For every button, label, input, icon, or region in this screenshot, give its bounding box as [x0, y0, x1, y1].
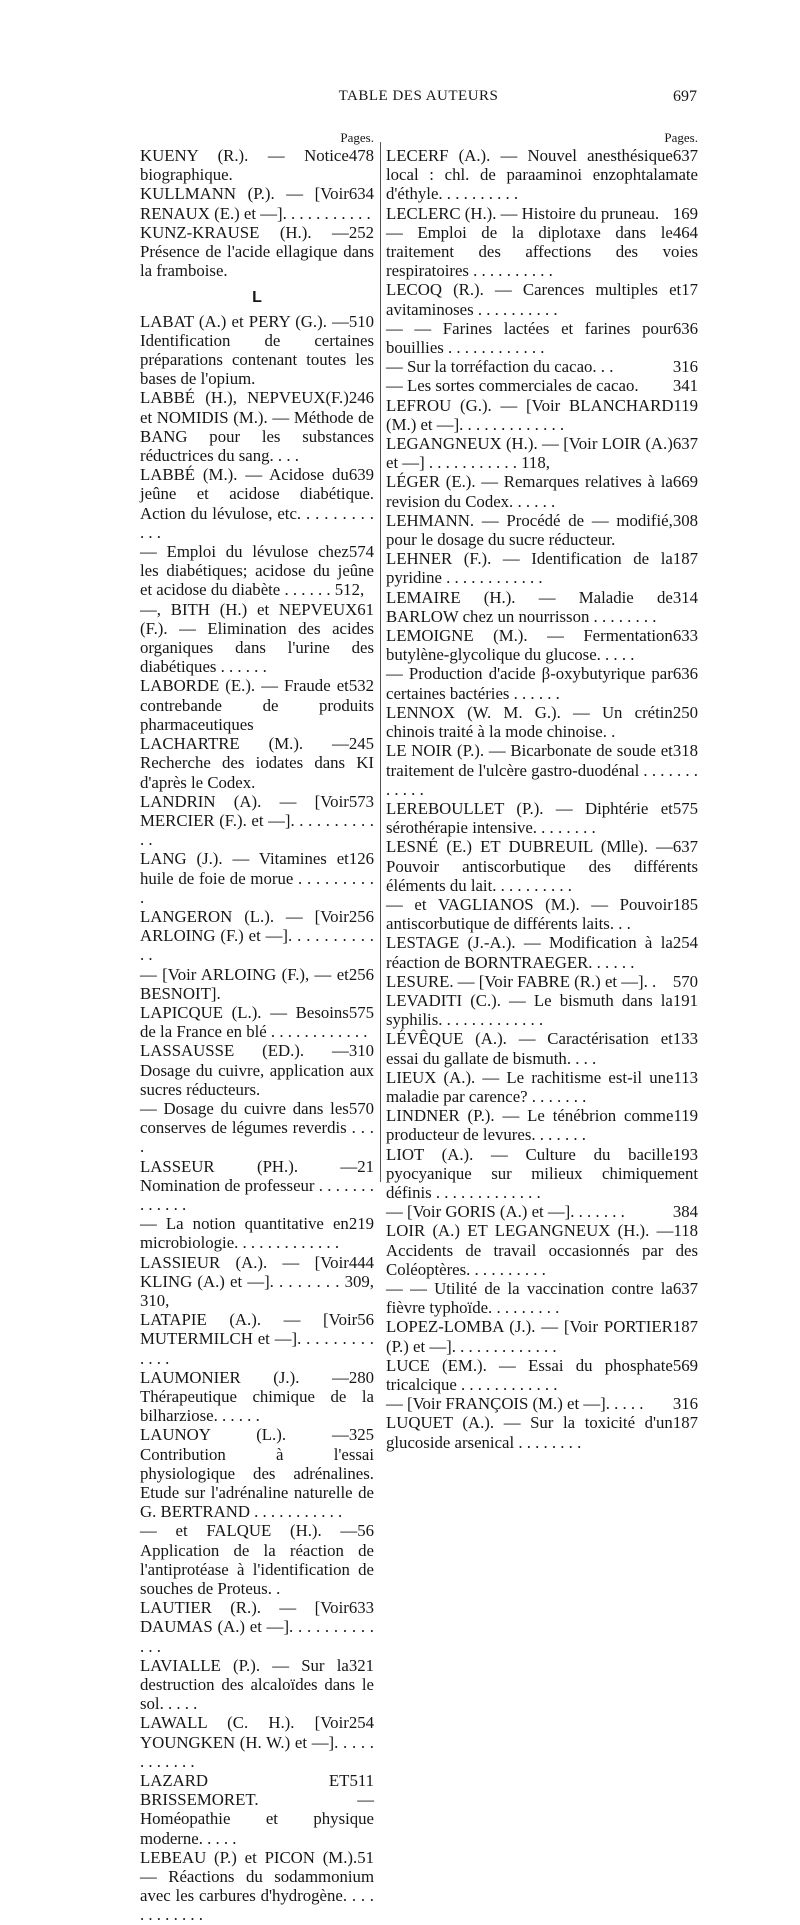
entry-text: LEFROU (G.). — [Voir BLANCHARD (M.) et —]. . . . . . . . . . . . .: [386, 395, 674, 434]
entry-text: KUENY (R.). — Notice biographique.: [140, 146, 349, 185]
entry-page: 133: [672, 1029, 698, 1049]
entry-text: —, BITH (H.) et NEPVEUX (F.). — Elimination des acides organiques dans l'urine des diabétiques . . . . . .: [140, 599, 374, 677]
entry-page: 56: [357, 1521, 374, 1541]
entry-page: 191: [672, 990, 698, 1010]
entry-text: — Dosage du cuivre dans les conserves de légumes reverdis . . . .: [140, 1098, 374, 1157]
index-entry: [140, 1310, 374, 1368]
entry-page: 254: [348, 1713, 374, 1733]
index-entry: [386, 626, 698, 664]
entry-page: 384: [672, 1202, 698, 1222]
entry-page: 126: [348, 849, 374, 869]
index-entry: [386, 1221, 698, 1279]
entry-page: 574: [348, 542, 374, 562]
entry-text: — [Voir ARLOING (F.), — et BESNOIT].: [140, 964, 349, 1003]
index-entry: [386, 799, 698, 837]
index-entry: [140, 1713, 374, 1771]
entry-page: 280: [348, 1367, 374, 1387]
index-entry: [140, 465, 374, 542]
entry-text: — Sur la torréfaction du cacao. . .: [386, 357, 614, 377]
entry-page: 636: [672, 318, 698, 338]
entry-page: 250: [672, 702, 698, 722]
left-column: [140, 130, 374, 1925]
index-entry: [140, 734, 374, 792]
index-entry: [386, 895, 698, 933]
entry-page: 61: [357, 599, 374, 619]
entry-page: 573: [348, 791, 374, 811]
entry-page: 444: [348, 1252, 374, 1272]
index-entry: [140, 849, 374, 907]
entry-text: LATAPIE (A.). — [Voir MUTERMILCH et —]. . . . . . . . . . . . .: [140, 1310, 374, 1368]
entry-text: LASSIEUR (A.). — [Voir KLING (A.) et —]. . . . . . . . 309, 310,: [140, 1252, 374, 1310]
index-entry: [140, 1425, 374, 1521]
index-entry: [386, 1068, 698, 1106]
entry-text: LEGANGNEUX (H.). — [Voir LOIR (A.) et —] . . . . . . . . . . . 118,: [386, 434, 673, 473]
entry-page: 246: [348, 388, 374, 408]
index-entry: [386, 280, 698, 318]
index-entry: [386, 1317, 698, 1355]
index-entry: [386, 664, 698, 702]
entry-page: 17: [681, 280, 698, 300]
entry-page: 119: [673, 395, 698, 415]
entry-page: 187: [672, 1413, 698, 1433]
entry-text: — Emploi de la diplotaxe dans le traitement des affections des voies respiratoires . . . . . . . . . .: [386, 222, 698, 281]
index-entry: [386, 991, 698, 1029]
entry-page: 169: [672, 203, 698, 223]
index-entry: [386, 1202, 698, 1221]
entry-text: LASSAUSSE (ED.). — Dosage du cuivre, application aux sucres réducteurs.: [140, 1041, 374, 1099]
entry-text: LUCE (EM.). — Essai du phosphate tricalcique . . . . . . . . . . . .: [386, 1355, 673, 1394]
entry-page: 464: [672, 222, 698, 242]
index-entry: [140, 1157, 374, 1215]
entry-page: 637: [672, 1278, 698, 1298]
entry-text: LEHNER (F.). — Identification de la pyridine . . . . . . . . . . . .: [386, 549, 673, 588]
index-entry: [386, 933, 698, 971]
entry-page: 185: [672, 894, 698, 914]
entry-text: — Les sortes commerciales de cacao.: [386, 376, 639, 396]
entry-text: LEMOIGNE (M.). — Fermentation butylène-glycolique du glucose. . . . .: [386, 626, 673, 665]
entry-page: 316: [672, 357, 698, 377]
index-entry: [386, 1356, 698, 1394]
entry-text: LIOT (A.). — Culture du bacille pyocyanique sur milieux chimiquement définis . . . . . . . . . . . . .: [386, 1144, 698, 1202]
entry-text: LECERF (A.). — Nouvel anesthésique local : chl. de paraaminoi enzophtalamate d'éthyle. . . . . . . . . .: [386, 146, 698, 204]
entry-page: 636: [672, 664, 698, 684]
entry-text: — et FALQUE (H.). — Application de la réaction de l'antiprotéase à l'identification de souches de Proteus. .: [140, 1521, 374, 1599]
index-entry: [386, 837, 698, 895]
entry-page: 633: [348, 1598, 374, 1618]
entry-page: 510: [348, 311, 374, 331]
pages-heading-left: Pages.: [340, 130, 374, 145]
index-entry: [140, 542, 374, 600]
entry-text: LEBEAU (P.) et PICON (M.). — Réactions du sodammonium avec les carbures d'hydrogène. . . . . . . . . . . .: [140, 1847, 374, 1925]
entry-text: LASSEUR (PH.). — Nomination de professeur . . . . . . . . . . . . .: [140, 1156, 374, 1214]
index-entry: [386, 223, 698, 281]
index-entry: [140, 312, 374, 389]
entry-page: 256: [348, 964, 374, 984]
index-entry: [140, 1253, 374, 1311]
left-entries-l: [140, 312, 374, 1925]
entry-page: 637: [672, 837, 698, 857]
index-entry: [140, 1771, 374, 1848]
entry-text: LÉVÊQUE (A.). — Caractérisation et essai du gallate de bismuth. . . .: [386, 1029, 673, 1068]
index-entry: [386, 549, 698, 587]
entry-page: 637: [672, 146, 698, 165]
entry-text: LÉGER (E.). — Remarques relatives à la revision du Codex. . . . . .: [386, 472, 673, 511]
index-entry: [386, 703, 698, 741]
index-entry: [140, 1214, 374, 1252]
right-column: [386, 130, 698, 1452]
entry-page: 634: [348, 184, 374, 204]
entry-text: LANGERON (L.). — [Voir ARLOING (F.) et —]. . . . . . . . . . . .: [140, 906, 374, 965]
index-entry: [386, 434, 698, 472]
running-title: TABLE DES AUTEURS: [338, 88, 499, 104]
index-entry: [386, 741, 698, 799]
entry-page: 575: [672, 798, 698, 818]
entry-text: LABBÉ (M.). — Acidose du jeûne et acidose diabétique. Action du lévulose, etc. . . . . . . . . . . .: [140, 465, 374, 542]
entry-text: LOIR (A.) ET LEGANGNEUX (H.). — Accidents de travail occasionnés par des Coléoptères. . . . . . . . . .: [386, 1221, 698, 1279]
index-entry: [140, 1099, 374, 1157]
entry-page: 254: [672, 933, 698, 953]
index-entry: [140, 907, 374, 965]
entry-text: LAWALL (C. H.). [Voir YOUNGKEN (H. W.) et —]. . . . . . . . . . . .: [140, 1713, 374, 1771]
entry-text: LESURE. — [Voir FABRE (R.) et —]. .: [386, 971, 657, 991]
entry-text: LACHARTRE (M.). — Recherche des iodates dans KI d'après le Codex.: [140, 734, 374, 792]
index-entry: [140, 792, 374, 850]
entry-text: — [Voir FRANÇOIS (M.) et —]. . . . .: [386, 1394, 644, 1414]
entry-text: LAUTIER (R.). — [Voir DAUMAS (A.) et —]. . . . . . . . . . . . .: [140, 1598, 374, 1656]
entry-page: 511: [349, 1771, 374, 1791]
entry-text: — La notion quantitative en microbiologie. . . . . . . . . . . . .: [140, 1214, 349, 1253]
index-entry: [386, 319, 698, 357]
index-entry: [386, 376, 698, 395]
index-entry: [140, 1656, 374, 1714]
index-entry: [386, 1029, 698, 1067]
entry-text: LECLERC (H.). — Histoire du pruneau.: [386, 203, 660, 223]
entry-page: 316: [672, 1394, 698, 1414]
entry-page: 187: [672, 1317, 698, 1337]
entry-text: LEMAIRE (H.). — Maladie de BARLOW chez un nourrisson . . . . . . . .: [386, 587, 673, 626]
index-entry: [140, 1521, 374, 1598]
entry-text: LAVIALLE (P.). — Sur la destruction des alcaloïdes dans le sol. . . . .: [140, 1655, 374, 1714]
index-entry: [140, 676, 374, 734]
entry-page: 341: [672, 376, 698, 396]
entry-text: LOPEZ-LOMBA (J.). — [Voir PORTIER (P.) et —]. . . . . . . . . . . . .: [386, 1317, 673, 1356]
entry-text: — Production d'acide β-oxybutyrique par certaines bactéries . . . . . .: [386, 664, 673, 703]
index-entry: [140, 1368, 374, 1426]
entry-text: LINDNER (P.). — Le ténébrion comme producteur de levures. . . . . . .: [386, 1106, 674, 1145]
index-entry: [140, 1041, 374, 1099]
entry-page: 637: [672, 434, 698, 454]
index-entry: [386, 588, 698, 626]
entry-text: LEREBOULLET (P.). — Diphtérie et sérothérapie intensive. . . . . . . .: [386, 798, 673, 838]
entry-page: 321: [348, 1655, 374, 1675]
entry-page: 252: [348, 222, 374, 242]
index-entry: [386, 1394, 698, 1413]
pages-heading-right: Pages.: [664, 130, 698, 145]
entry-text: LECOQ (R.). — Carences multiples et avitaminoses . . . . . . . . . .: [386, 280, 682, 319]
entry-page: 113: [673, 1067, 698, 1087]
index-entry: [386, 204, 698, 223]
entry-page: 639: [348, 465, 374, 485]
column-divider: [380, 142, 381, 1182]
right-entries: [386, 146, 698, 1452]
entry-text: LAUMONIER (J.). — Thérapeutique chimique de la bilharziose. . . . . .: [140, 1367, 374, 1426]
entry-text: LAUNOY (L.). — Contribution à l'essai physiologique des adrénalines. Etude sur l'adrénaline naturelle de G. BERTRAND . . . . . . . . . . .: [140, 1425, 374, 1522]
entry-page: 633: [672, 626, 698, 646]
entry-page: 532: [348, 676, 374, 696]
index-entry: [140, 146, 374, 184]
entry-text: LAPICQUE (L.). — Besoins de la France en blé . . . . . . . . . . . .: [140, 1002, 368, 1042]
entry-text: LANDRIN (A). — [Voir MERCIER (F.). et —]. . . . . . . . . . . .: [140, 791, 374, 850]
entry-text: KUNZ-KRAUSE (H.). — Présence de l'acide ellagique dans la framboise.: [140, 222, 374, 281]
entry-page: 56: [357, 1310, 374, 1330]
entry-text: LIEUX (A.). — Le rachitisme est-il une maladie par carence? . . . . . . .: [386, 1067, 674, 1106]
index-entry: [140, 184, 374, 222]
index-entry: [140, 600, 374, 677]
entry-page: 118: [673, 1221, 698, 1241]
entry-page: 187: [672, 549, 698, 569]
entry-page: 569: [672, 1355, 698, 1375]
entry-page: 308: [672, 510, 698, 530]
entry-page: 314: [672, 587, 698, 607]
index-entry: [140, 1003, 374, 1041]
entry-page: 193: [672, 1144, 698, 1164]
index-entry: [386, 472, 698, 510]
entry-text: LESNÉ (E.) ET DUBREUIL (Mlle). — Pouvoir antiscorbutique des différents éléments du lait. . . . . . . . . .: [386, 837, 698, 895]
entry-text: KULLMANN (P.). — [Voir RENAUX (E.) et —]. . . . . . . . . . .: [140, 184, 371, 223]
entry-page: 256: [348, 906, 374, 926]
entry-page: 478: [348, 146, 374, 165]
section-letter: L: [252, 289, 262, 307]
entry-page: 575: [348, 1002, 374, 1022]
entry-page: 325: [348, 1425, 374, 1445]
entry-page: 669: [672, 472, 698, 492]
entry-text: — Emploi du lévulose chez les diabétiques; acidose du jeûne et acidose du diabète . . . . . . 512,: [140, 542, 374, 600]
entry-text: LENNOX (W. M. G.). — Un crétin chinois traité à la mode chinoise. .: [386, 702, 673, 742]
index-entry: [386, 357, 698, 376]
page-header: [140, 88, 697, 112]
entry-text: LESTAGE (J.-A.). — Modification à la réaction de BORNTRAEGER. . . . . .: [386, 933, 673, 972]
index-entry: [140, 965, 374, 1003]
entry-text: — et VAGLIANOS (M.). — Pouvoir antiscorbutique de différents laits. . .: [386, 894, 673, 934]
entry-text: LEHMANN. — Procédé de — modifié, pour le dosage du sucre réducteur.: [386, 510, 673, 550]
index-entry: [140, 388, 374, 465]
entry-text: LEVADITI (C.). — Le bismuth dans la syphilis. . . . . . . . . . . . .: [386, 990, 673, 1030]
entry-text: LUQUET (A.). — Sur la toxicité d'un glucoside arsenical . . . . . . . .: [386, 1413, 673, 1452]
index-entry: [386, 396, 698, 434]
index-entry: [386, 1279, 698, 1317]
entry-text: LABORDE (E.). — Fraude et contrebande de produits pharmaceutiques: [140, 676, 374, 734]
page-number: 697: [673, 88, 697, 105]
entry-text: — [Voir GORIS (A.) et —]. . . . . . .: [386, 1202, 625, 1222]
index-entry: [140, 1598, 374, 1656]
index-entry: [386, 146, 698, 204]
entry-page: 318: [672, 741, 698, 761]
entry-page: 219: [348, 1214, 374, 1234]
entry-text: LANG (J.). — Vitamines et huile de foie de morue . . . . . . . . . .: [140, 849, 374, 907]
entry-page: 119: [673, 1106, 698, 1126]
index-entry: [386, 972, 698, 991]
left-entries-k: [140, 146, 374, 280]
entry-text: LABAT (A.) et PERY (G.). — Identification de certaines préparations contenant toutes les bases de l'opium.: [140, 311, 374, 389]
entry-text: LAZARD ET BRISSEMORET. — Homéopathie et physique moderne. . . . .: [140, 1771, 374, 1848]
entry-page: 51: [357, 1847, 374, 1867]
index-entry: [140, 223, 374, 281]
entry-page: 570: [672, 971, 698, 991]
entry-text: LABBÉ (H.), NEPVEUX(F.) et NOMIDIS (M.). — Méthode de BANG pour les substances réductrices du sang. . . .: [140, 388, 374, 466]
entry-page: 570: [348, 1098, 374, 1118]
entry-page: 21: [357, 1156, 374, 1176]
entry-page: 245: [348, 734, 374, 754]
index-entry: [386, 1106, 698, 1144]
entry-text: — — Utilité de la vaccination contre la fièvre typhoïde. . . . . . . . .: [386, 1278, 673, 1318]
index-entry: [386, 1145, 698, 1203]
index-entry: [386, 1413, 698, 1451]
entry-page: 310: [348, 1041, 374, 1061]
index-entry: [140, 1848, 374, 1925]
entry-text: — — Farines lactées et farines pour bouillies . . . . . . . . . . . .: [386, 318, 673, 358]
index-entry: [386, 511, 698, 549]
entry-text: LE NOIR (P.). — Bicarbonate de soude et traitement de l'ulcère gastro-duodénal . . . . . . . . . . . .: [386, 741, 698, 799]
